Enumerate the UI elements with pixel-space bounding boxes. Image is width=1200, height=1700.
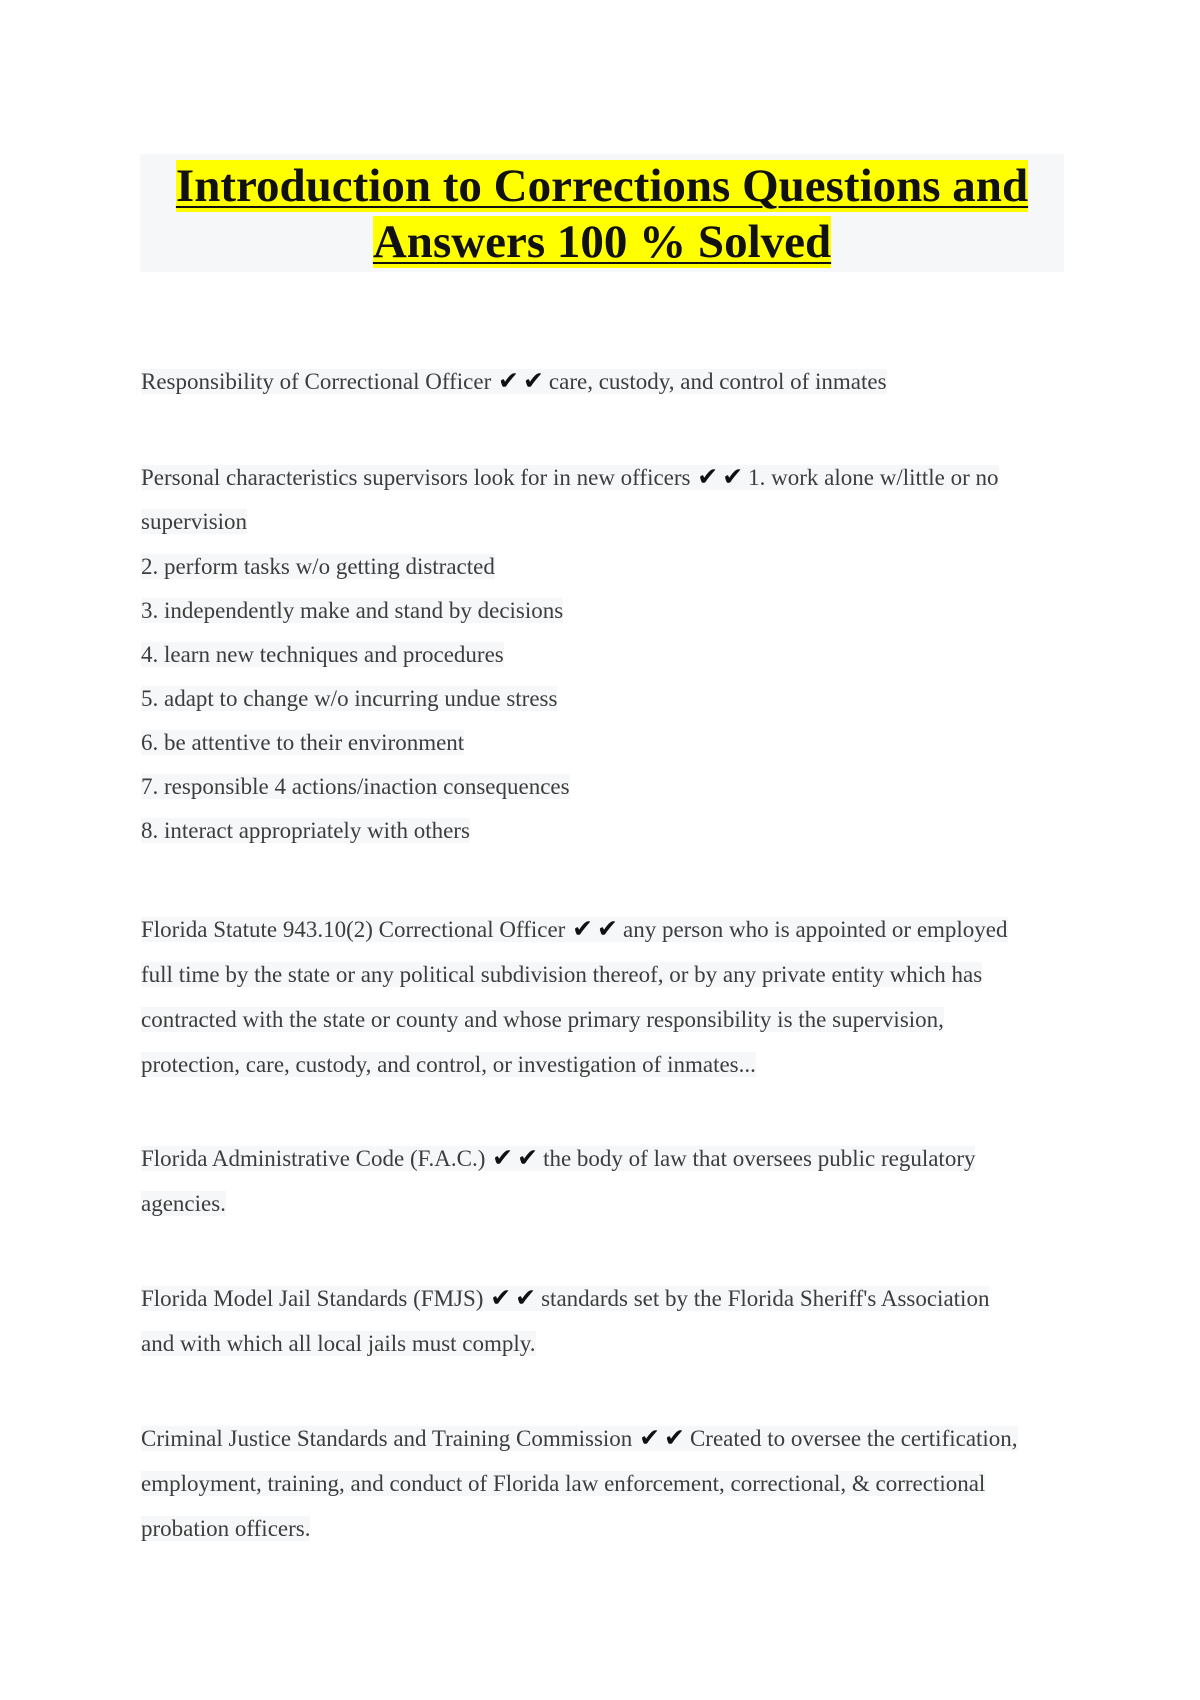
qa-item-personal-characteristics [141, 454, 1071, 853]
qa-item-responsibility [141, 358, 1071, 404]
answer-line: 5. adapt to change w/o incurring undue stress [141, 686, 558, 711]
answer-line: 3. independently make and stand by decisions [141, 598, 564, 623]
qa-item-florida-statute [141, 906, 1071, 1087]
answer-line: 8. interact appropriately with others [141, 818, 470, 843]
answer-line: protection, care, custody, and control, or investigation of inmates... [141, 1052, 756, 1077]
title-line-2: Answers 100 % Solved [372, 216, 832, 268]
check-icon: ✔✔ [498, 366, 548, 395]
term-text: Florida Model Jail Standards (FMJS) [141, 1286, 484, 1311]
answer-line: supervision [141, 509, 248, 534]
answer-text: standards set by the Florida Sheriff's Association [541, 1286, 990, 1311]
answer-text: any person who is appointed or employed [622, 917, 1008, 942]
qa-item-model-jail-standards [141, 1275, 1071, 1366]
answer-line: full time by the state or any political subdivision thereof, or by any private entity which has [141, 962, 983, 987]
qa-line [141, 1135, 1071, 1181]
answer-line: agencies. [141, 1191, 226, 1216]
answer-text: Created to oversee the certification, [689, 1426, 1018, 1451]
answer-line: 4. learn new techniques and procedures [141, 642, 504, 667]
check-icon: ✔✔ [490, 1283, 541, 1312]
answer-line: 7. responsible 4 actions/inaction consequences [141, 774, 570, 799]
answer-text: care, custody, and control of inmates [548, 369, 887, 394]
answer-text: 1. work alone w/little or no [748, 465, 999, 490]
check-icon: ✔✔ [572, 914, 622, 943]
qa-line [141, 906, 1071, 952]
qa-line [141, 454, 1071, 500]
answer-line: and with which all local jails must comply. [141, 1331, 536, 1356]
term-text: Florida Administrative Code (F.A.C.) [141, 1146, 486, 1171]
title-line-1: Introduction to Corrections Questions and [175, 160, 1029, 212]
check-icon: ✔✔ [697, 462, 748, 491]
check-icon: ✔✔ [639, 1423, 689, 1452]
qa-item-cjstc [141, 1415, 1071, 1551]
document-title [140, 154, 1064, 272]
term-text: Personal characteristics supervisors look for in new officers [141, 465, 691, 490]
answer-line: 2. perform tasks w/o getting distracted [141, 554, 495, 579]
qa-line [141, 1275, 1071, 1321]
check-icon: ✔✔ [492, 1143, 543, 1172]
answer-line: contracted with the state or county and whose primary responsibility is the supervision, [141, 1007, 944, 1032]
qa-item-administrative-code [141, 1135, 1071, 1226]
term-text: Florida Statute 943.10(2) Correctional Officer [141, 917, 566, 942]
answer-line: 6. be attentive to their environment [141, 730, 465, 755]
answer-line: probation officers. [141, 1516, 311, 1541]
qa-line [141, 358, 1071, 404]
answer-line: employment, training, and conduct of Florida law enforcement, correctional, & correctional [141, 1471, 986, 1496]
qa-line [141, 1415, 1071, 1461]
term-text: Responsibility of Correctional Officer [141, 369, 492, 394]
term-text: Criminal Justice Standards and Training Commission [141, 1426, 633, 1451]
answer-text: the body of law that oversees public regulatory [543, 1146, 976, 1171]
